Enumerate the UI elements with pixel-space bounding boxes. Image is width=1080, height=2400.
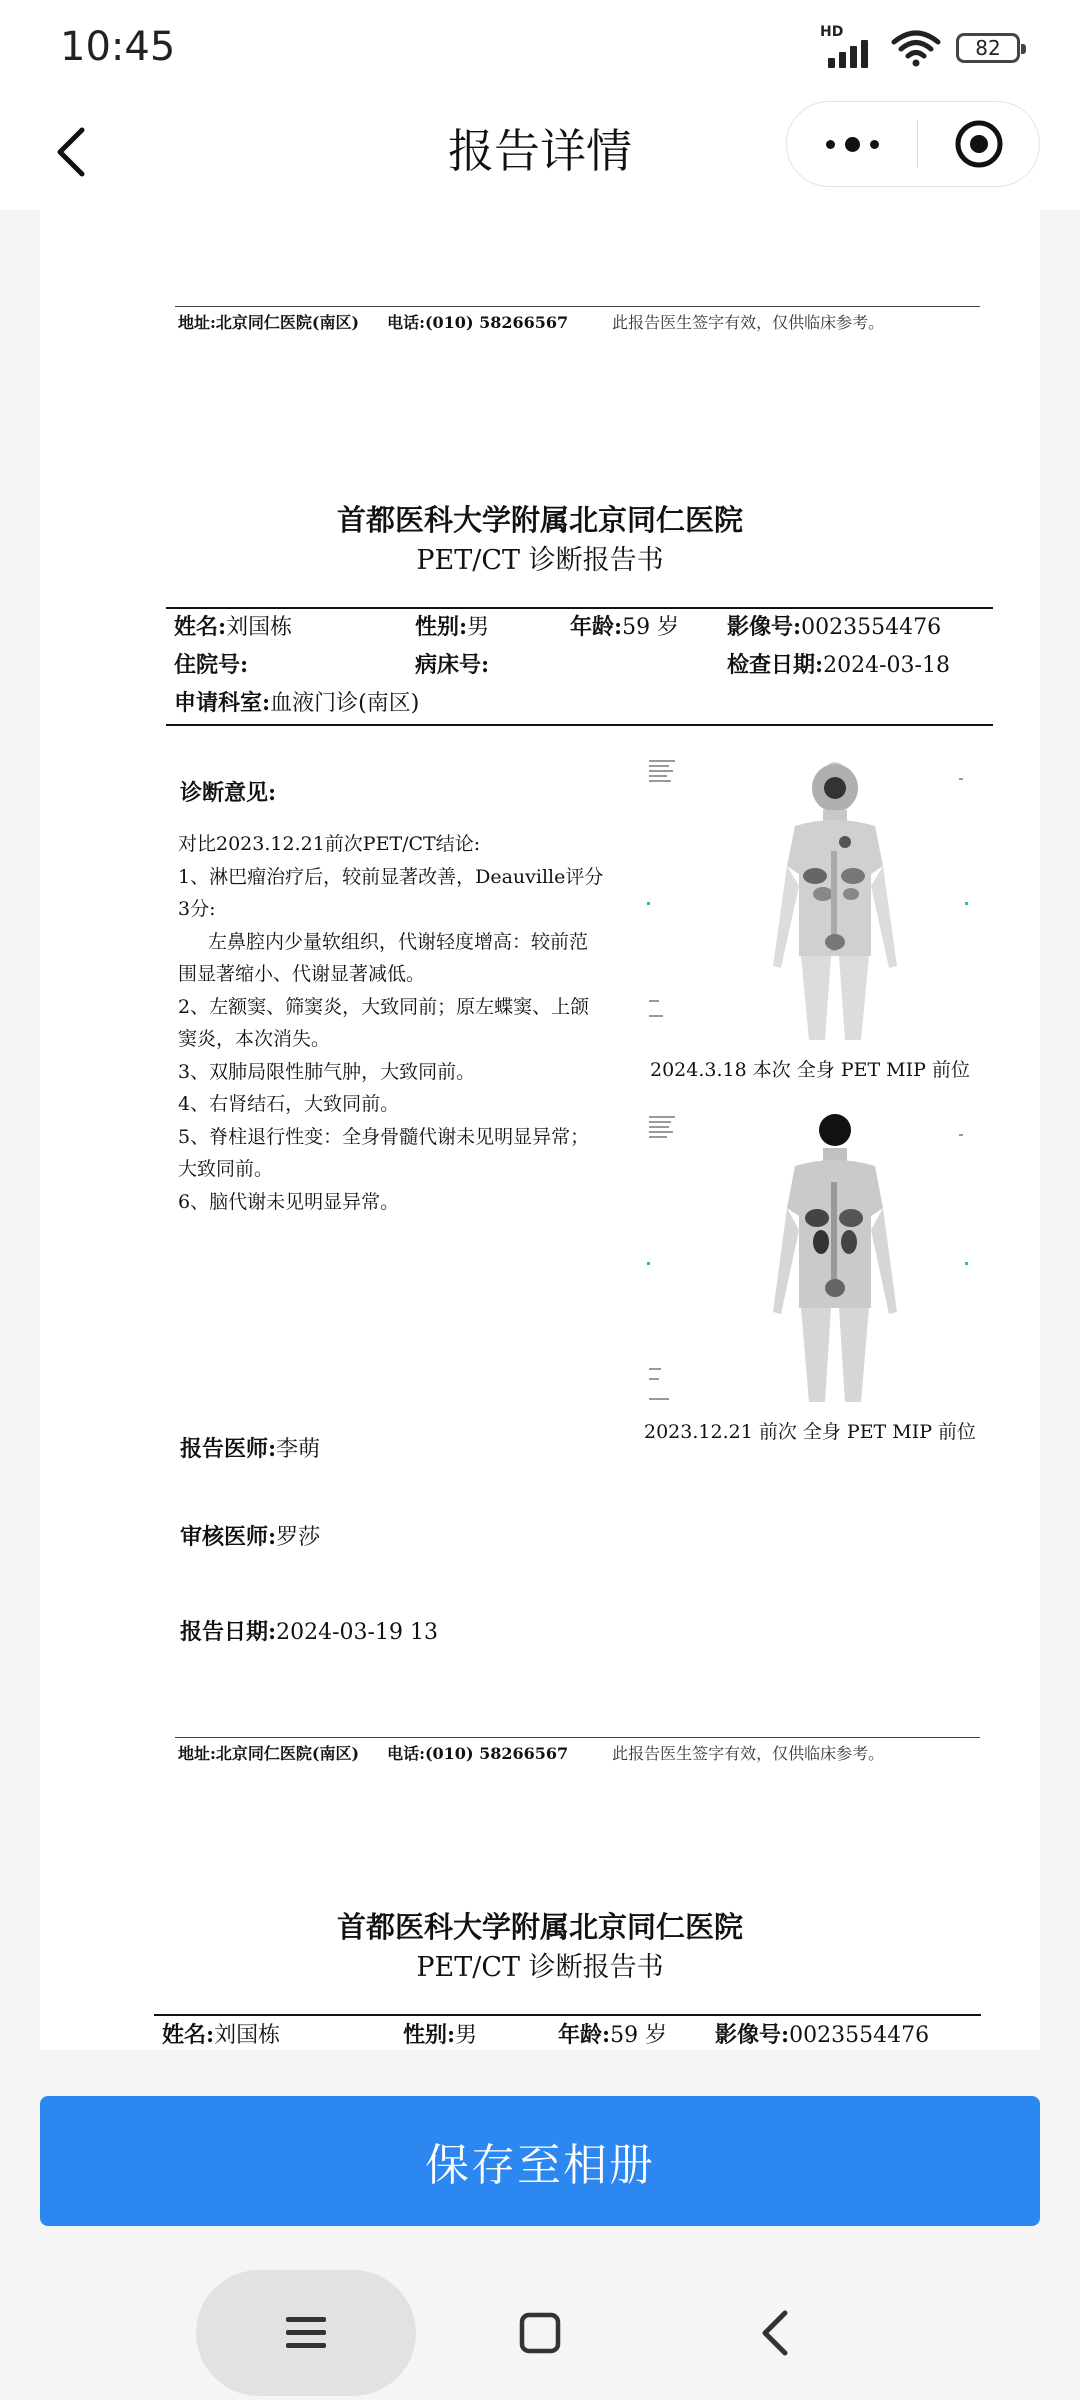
network-type-label: HD	[820, 24, 844, 40]
hospital-title: 首都医科大学附属北京同仁医院	[336, 1910, 743, 1944]
diagnosis-line: 对比2023.12.21前次PET/CT结论:	[178, 833, 481, 855]
system-navigation-bar	[0, 2250, 1080, 2400]
footer-phone: 电话:(010) 58266567	[387, 1744, 569, 1763]
page-footer	[178, 1741, 884, 1764]
diagnosis-line: 窦炎，本次消失。	[178, 1028, 331, 1050]
report-doctor: 报告医师:李萌	[180, 1436, 321, 1462]
header-rule	[166, 607, 993, 609]
image-number: 影像号:0023554476	[715, 2022, 930, 2048]
page-title: 报告详情	[448, 124, 632, 178]
diagnosis-line: 1、淋巴瘤治疗后，较前显著改善，Deauville评分	[178, 865, 604, 888]
pet-mip-image-previous	[645, 1112, 975, 1408]
image-number: 影像号:0023554476	[727, 614, 942, 640]
cellular-signal-icon	[820, 24, 876, 68]
chevron-left-icon	[759, 2309, 791, 2357]
patient-name: 姓名:刘国栋	[162, 2022, 281, 2048]
diagnosis-text	[178, 828, 638, 1218]
patient-age: 年龄:59 岁	[558, 2022, 668, 2048]
nav-bar	[0, 95, 1080, 210]
status-time: 10:45	[60, 24, 176, 70]
report-subtitle: PET/CT 诊断报告书	[416, 545, 664, 576]
footer-phone: 电话:(010) 58266567	[387, 313, 569, 332]
report-document-view[interactable]	[40, 210, 1040, 2050]
header-rule	[154, 2014, 981, 2016]
pet-mip-image-current	[645, 756, 975, 1046]
diagnosis-line: 大致同前。	[178, 1158, 274, 1180]
diagnosis-line: 3分:	[178, 898, 216, 920]
footer-divider	[175, 1737, 980, 1738]
diagnosis-line: 4、右肾结石，大致同前。	[178, 1093, 400, 1115]
diagnosis-line: 2、左额窦、筛窦炎，大致同前；原左蝶窦、上颌	[178, 995, 590, 1018]
footer-note: 此报告医生签字有效，仅供临床参考。	[612, 313, 885, 332]
diagnosis-line: 左鼻腔内少量软组织，代谢轻度增高：较前范	[208, 930, 589, 953]
system-back-button[interactable]	[735, 2293, 815, 2373]
footer-note: 此报告医生签字有效，仅供临床参考。	[612, 1744, 885, 1763]
mini-program-capsule	[786, 101, 1040, 187]
battery-indicator	[956, 33, 1020, 63]
image-caption-current: 2024.3.18 本次 全身 PET MIP 前位	[650, 1059, 970, 1081]
save-to-album-button[interactable]: 保存至相册	[40, 2096, 1040, 2226]
close-button[interactable]	[918, 101, 1039, 187]
report-date: 报告日期:2024-03-19 13	[180, 1619, 438, 1645]
diagnosis-line: 6、脑代谢未见明显异常。	[178, 1190, 400, 1213]
inpatient-number: 住院号:	[174, 652, 249, 678]
diagnosis-line: 5、脊柱退行性变：全身骨髓代谢未见明显异常；	[178, 1125, 590, 1148]
more-button[interactable]	[787, 101, 917, 187]
report-subtitle: PET/CT 诊断报告书	[416, 1952, 664, 1983]
recent-apps-button[interactable]	[196, 2270, 416, 2396]
hamburger-icon	[284, 2313, 328, 2353]
patient-age: 年龄:59 岁	[570, 614, 680, 640]
status-bar	[0, 0, 1080, 95]
status-icons	[820, 24, 1020, 68]
review-doctor: 审核医师:罗莎	[180, 1524, 321, 1550]
patient-gender: 性别:男	[415, 614, 490, 640]
patient-gender: 性别:男	[403, 2022, 478, 2048]
department: 申请科室:血液门诊(南区)	[174, 690, 420, 716]
home-button[interactable]	[500, 2293, 580, 2373]
more-dots-icon	[826, 140, 835, 149]
diagnosis-line: 围显著缩小、代谢显著减低。	[178, 963, 426, 985]
battery-level: 82	[975, 36, 1001, 60]
exam-date: 检查日期:2024-03-18	[727, 652, 950, 678]
diagnosis-line: 3、双肺局限性肺气肿，大致同前。	[178, 1060, 476, 1083]
diagnosis-heading: 诊断意见:	[180, 780, 277, 806]
hospital-title: 首都医科大学附属北京同仁医院	[336, 503, 743, 537]
footer-divider	[175, 306, 980, 307]
square-home-icon	[519, 2312, 561, 2354]
bed-number: 病床号:	[415, 652, 490, 678]
patient-name: 姓名:刘国栋	[174, 614, 293, 640]
footer-address: 地址:北京同仁医院(南区)	[178, 1744, 360, 1763]
target-close-icon	[953, 118, 1005, 170]
page-footer	[178, 310, 884, 333]
info-rule	[166, 724, 993, 726]
footer-address: 地址:北京同仁医院(南区)	[178, 313, 360, 332]
wifi-icon	[890, 28, 942, 68]
image-caption-previous: 2023.12.21 前次 全身 PET MIP 前位	[644, 1421, 977, 1443]
